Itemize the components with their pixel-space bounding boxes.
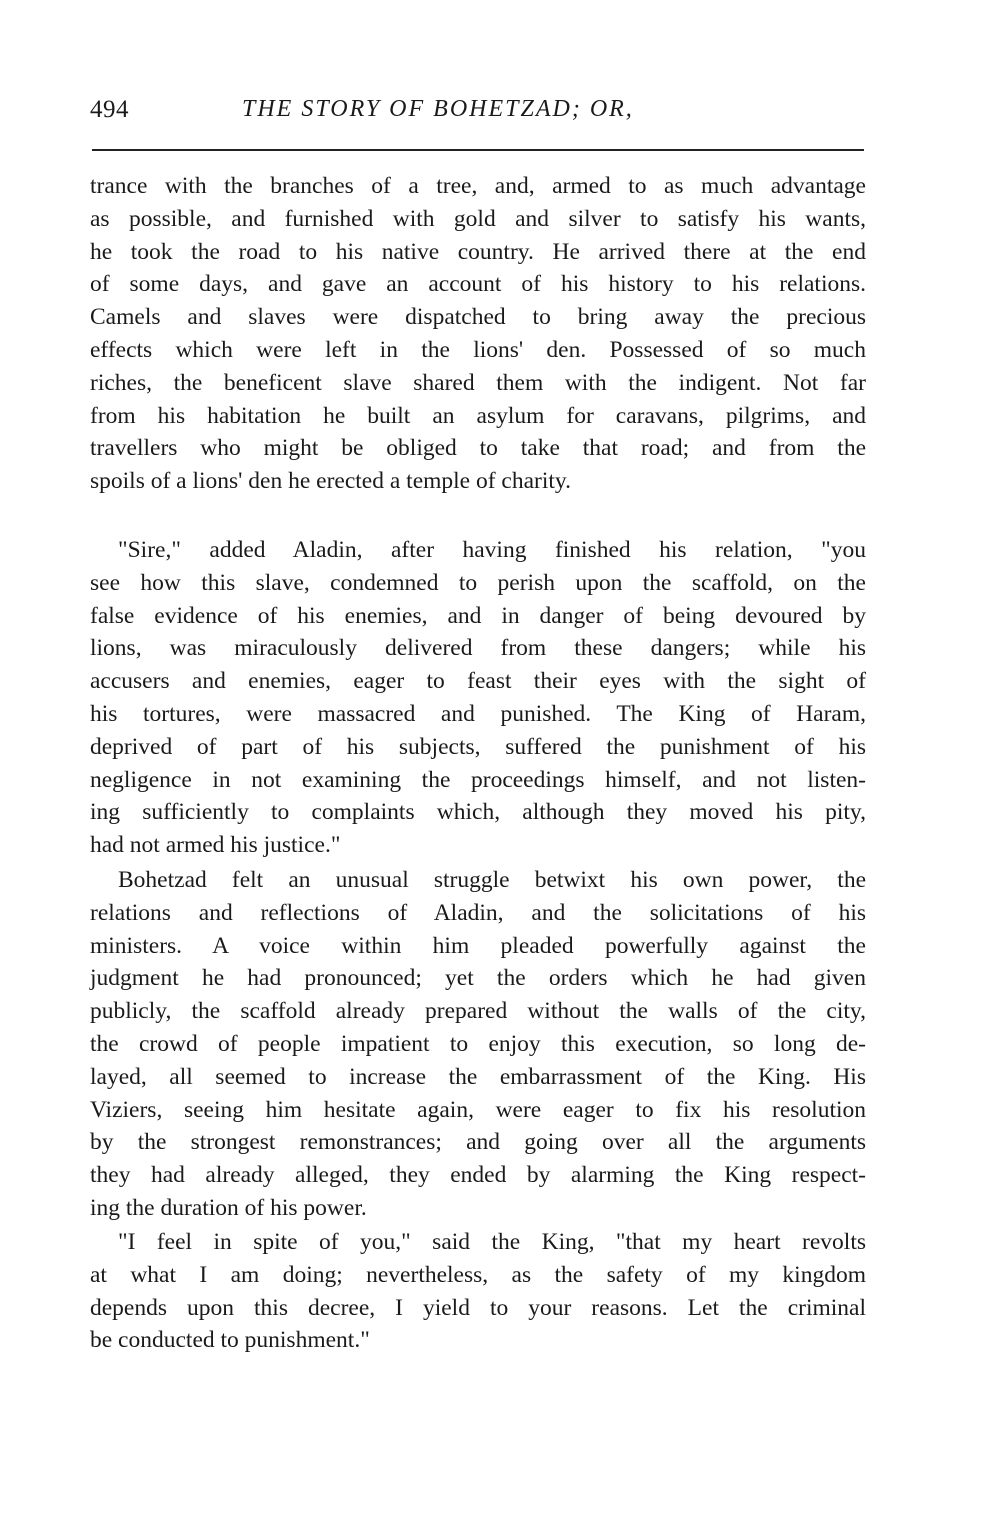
text-line: depends upon this decree, I yield to your reasons. Let the criminal [90,1294,866,1321]
text-line: ministers. A voice within him pleaded powerfully against the [90,932,866,959]
text-line: deprived of part of his subjects, suffered the punishment of his [90,733,866,760]
text-line: travellers who might be obliged to take that road; and from the [90,435,866,462]
paragraph-4 [90,1226,866,1357]
text-line: judgment he had pronounced; yet the orders which he had given [90,965,866,992]
text-line: lions, was miraculously delivered from these dangers; while his [90,635,866,662]
text-line: had not armed his justice." [90,832,341,859]
text-line: effects which were left in the lions' den. Possessed of so much [90,336,866,363]
text-line: relations and reflections of Aladin, and the solicitations of his [90,899,866,926]
page-number: 494 [90,96,129,123]
text-line: they had already alleged, they ended by alarming the King respect- [90,1162,866,1189]
running-title: THE STORY OF BOHETZAD; OR, [242,96,634,122]
text-line: see how this slave, condemned to perish upon the scaffold, on the [90,569,866,596]
text-line: Viziers, seeing him hesitate again, were eager to fix his resolution [90,1096,866,1123]
text-line: trance with the branches of a tree, and, armed to as much advantage [90,173,866,199]
paragraph-1 [90,170,866,498]
text-line: of some days, and gave an account of his history to his relations. [90,271,866,298]
running-head [90,96,865,136]
text-line: the crowd of people impatient to enjoy this execution, so long de- [90,1030,866,1057]
text-line: he took the road to his native country. He arrived there at the end [90,238,866,265]
text-line: be conducted to punishment." [90,1327,370,1354]
text-line: publicly, the scaffold already prepared without the walls of the city, [90,998,866,1025]
text-line: false evidence of his enemies, and in danger of being devoured by [90,602,866,629]
text-line: at what I am doing; nevertheless, as the safety of my kingdom [90,1261,866,1288]
header-rule [92,149,864,151]
text-line: as possible, and furnished with gold and silver to satisfy his wants, [90,205,866,232]
paragraph-2 [90,534,866,862]
text-line: "I feel in spite of you," said the King, "that my heart revolts [118,1229,866,1255]
text-line: spoils of a lions' den he erected a temple of charity. [90,468,572,495]
paragraph-3 [90,864,866,1225]
text-line: Camels and slaves were dispatched to bring away the precious [90,304,866,331]
text-line: from his habitation he built an asylum for caravans, pilgrims, and [90,402,866,429]
text-line: accusers and enemies, eager to feast their eyes with the sight of [90,668,866,695]
text-line: ing the duration of his power. [90,1194,367,1221]
text-line: by the strongest remonstrances; and going over all the arguments [90,1129,866,1156]
text-line: "Sire," added Aladin, after having finished his relation, "you [118,537,866,563]
text-line: his tortures, were massacred and punished. The King of Haram, [90,700,866,727]
text-line: riches, the beneficent slave shared them with the indigent. Not far [90,369,866,396]
text-line: ing sufficiently to complaints which, although they moved his pity, [90,799,866,826]
text-line: negligence in not examining the proceedings himself, and not listen- [90,766,866,793]
text-line: Bohetzad felt an unusual struggle betwixt his own power, the [118,867,866,893]
text-line: layed, all seemed to increase the embarrassment of the King. His [90,1063,866,1090]
